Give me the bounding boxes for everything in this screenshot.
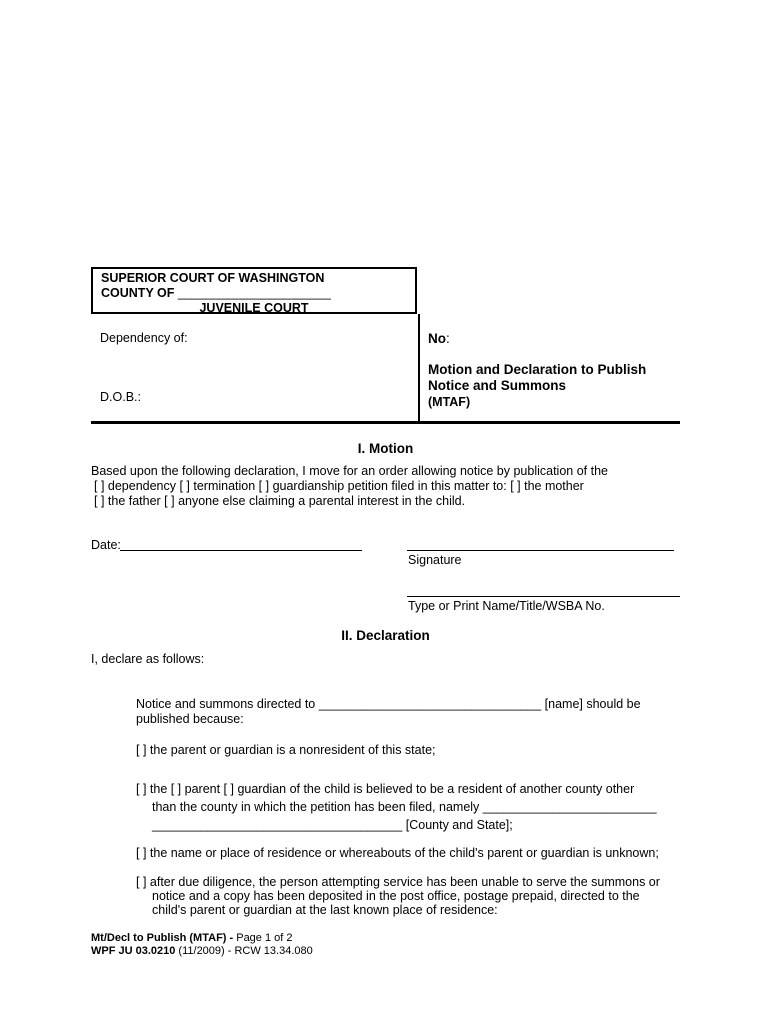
signature-label: Signature — [408, 553, 462, 567]
motion-line2: [ ] dependency [ ] termination [ ] guardianship petition filed in this matter to: [ ] the mother — [94, 479, 584, 493]
item-other-county-line3: ____________________________________ [County and State]; — [152, 818, 513, 832]
name-line[interactable] — [407, 596, 680, 597]
motion-heading: I. Motion — [357, 441, 414, 456]
county-label: COUNTY OF — [101, 286, 175, 300]
item-other-county-line1: [ ] the [ ] parent [ ] guardian of the child is believed to be a resident of another county other — [136, 782, 635, 796]
caption-divider-vertical — [418, 314, 420, 421]
declaration-heading: II. Declaration — [341, 628, 430, 643]
document-title-line1: Motion and Declaration to Publish — [428, 362, 647, 377]
court-division: JUVENILE COURT — [199, 301, 309, 315]
item-due-diligence-line1: [ ] after due diligence, the person attempting service has been unable to serve the summons or — [136, 875, 660, 889]
caption-divider-horizontal — [91, 421, 680, 424]
court-name: SUPERIOR COURT OF WASHINGTON — [101, 271, 325, 285]
notice-line2: published because: — [136, 712, 244, 726]
signature-line[interactable] — [407, 550, 674, 551]
case-number-label: No — [428, 331, 446, 346]
court-caption-box — [91, 267, 417, 314]
case-number-colon: : — [446, 331, 450, 346]
footer-form-number: WPF JU 03.0210 — [91, 945, 176, 957]
document-title — [428, 362, 646, 410]
case-number — [428, 331, 450, 348]
document-code: (MTAF) — [428, 395, 471, 409]
document-title-line2: Notice and Summons — [428, 378, 567, 393]
footer-form-line — [91, 945, 313, 958]
item-due-diligence-line3: child's parent or guardian at the last known place of residence: — [152, 903, 498, 917]
page-footer — [91, 932, 313, 958]
declaration-intro: I, declare as follows: — [91, 652, 205, 666]
motion-line3: [ ] the father [ ] anyone else claiming a parental interest in the child. — [94, 494, 466, 508]
county-blank: ______________________ — [177, 286, 331, 300]
item-unknown: [ ] the name or place of residence or whereabouts of the child's parent or guardian is unknown; — [136, 846, 659, 860]
item-other-county — [136, 780, 657, 834]
footer-title-line — [91, 932, 313, 945]
item-nonresident: [ ] the parent or guardian is a nonresident of this state; — [136, 743, 436, 757]
dob-label: D.O.B.: — [100, 390, 141, 404]
county-line — [101, 286, 407, 301]
motion-line1: Based upon the following declaration, I move for an order allowing notice by publication of the — [91, 464, 608, 478]
item-due-diligence-line2: notice and a copy has been deposited in the post office, postage prepaid, directed to the — [152, 889, 640, 903]
notice-paragraph — [136, 697, 641, 727]
footer-page: Page 1 of 2 — [233, 932, 293, 944]
item-other-county-line2: than the county in which the petition has been filed, namely _________________________ — [152, 800, 657, 814]
date-field[interactable] — [91, 538, 121, 554]
footer-form-rest: (11/2009) - RCW 13.34.080 — [175, 945, 313, 957]
item-due-diligence — [136, 875, 660, 917]
footer-title: Mt/Decl to Publish (MTAF) - — [91, 932, 234, 944]
notice-line1: Notice and summons directed to ________________________________ [name] should be — [136, 697, 641, 711]
motion-text — [91, 464, 608, 509]
name-label: Type or Print Name/Title/WSBA No. — [408, 599, 605, 613]
date-label: Date: — [91, 538, 121, 552]
dependency-label: Dependency of: — [100, 331, 188, 345]
date-line[interactable] — [120, 550, 362, 551]
